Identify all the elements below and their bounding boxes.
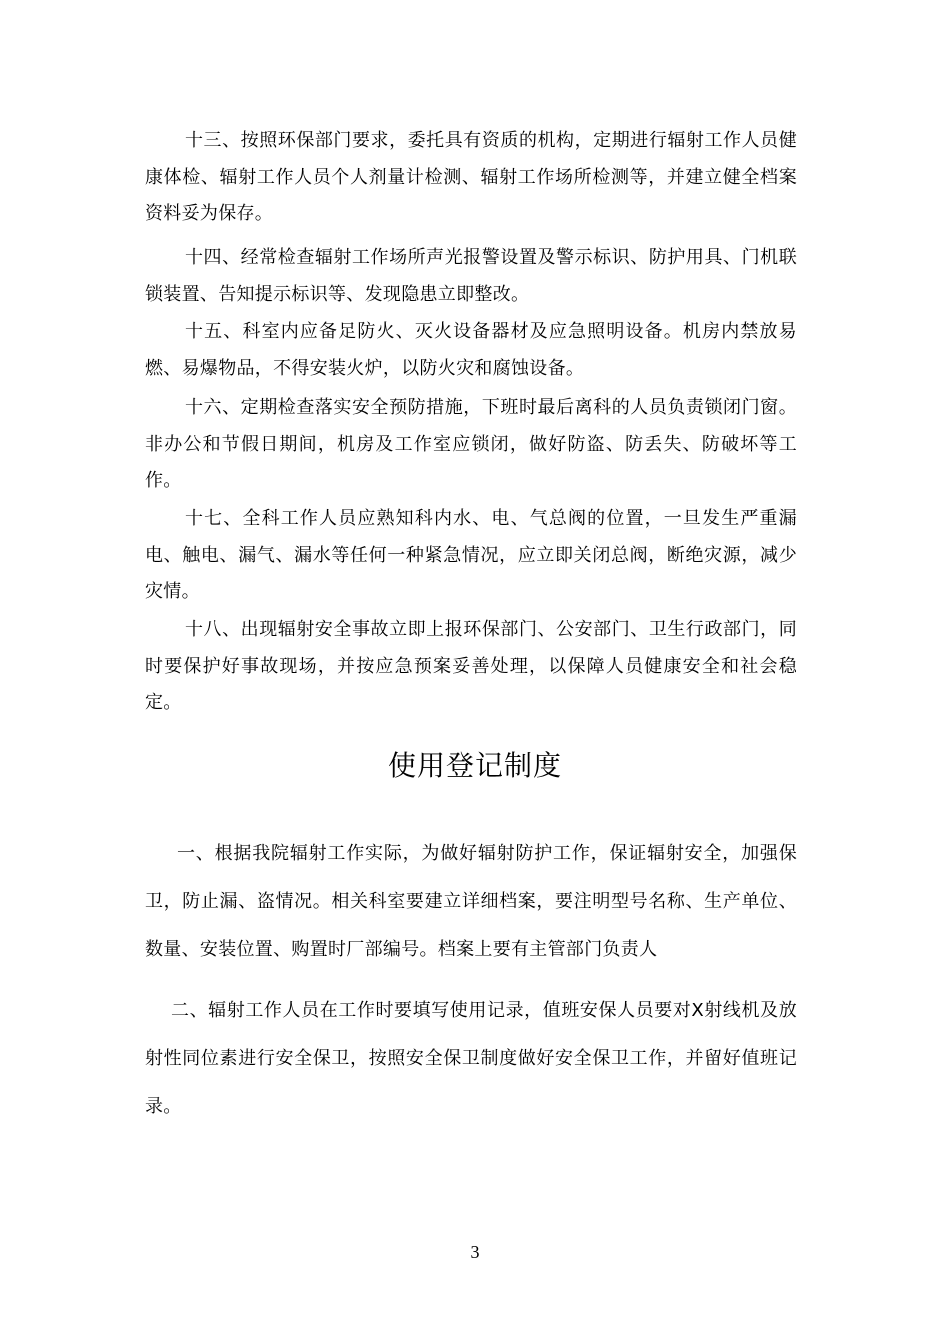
page-number: 3 bbox=[470, 1242, 480, 1262]
paragraph-14: 十四、经常检查辐射工作场所声光报警设置及警示标识、防护用具、门机联锁装置、告知提示标识等、发现隐患立即整改。 bbox=[145, 247, 797, 305]
usage-paragraph-2: 二、辐射工作人员在工作时要填写使用记录，值班安保人员要对X射线机及放射性同位素进行安全保卫，按照安全保卫制度做好安全保卫工作，并留好值班记录。 bbox=[145, 1000, 797, 1117]
section-title: 使用登记制度 bbox=[387, 749, 562, 782]
paragraph-17: 十七、全科工作人员应熟知科内水、电、气总阀的位置，一旦发生严重漏电、触电、漏气、漏水等任何一种紧急情况，应立即关闭总阀，断绝灾源，减少灾情。 bbox=[145, 508, 797, 602]
paragraph-16: 十六、定期检查落实安全预防措施，下班时最后离科的人员负责锁闭门窗。非办公和节假日期间，机房及工作室应锁闭，做好防盗、防丢失、防破坏等工作。 bbox=[145, 397, 797, 491]
paragraph-18: 十八、出现辐射安全事故立即上报环保部门、公安部门、卫生行政部门，同时要保护好事故现场，并按应急预案妥善处理，以保障人员健康安全和社会稳定。 bbox=[145, 619, 797, 713]
paragraph-15: 十五、科室内应备足防火、灭火设备器材及应急照明设备。机房内禁放易燃、易爆物品，不得安装火炉，以防火灾和腐蚀设备。 bbox=[145, 321, 797, 379]
usage-paragraph-1: 一、根据我院辐射工作实际，为做好辐射防护工作，保证辐射安全，加强保卫，防止漏、盗情况。相关科室要建立详细档案，要注明型号名称、生产单位、数量、安装位置、购置时厂部编号。档案上要有主管部门负责人 bbox=[145, 843, 797, 960]
paragraph-13: 十三、按照环保部门要求，委托具有资质的机构，定期进行辐射工作人员健康体检、辐射工作人员个人剂量计检测、辐射工作场所检测等，并建立健全档案资料妥为保存。 bbox=[145, 130, 797, 224]
